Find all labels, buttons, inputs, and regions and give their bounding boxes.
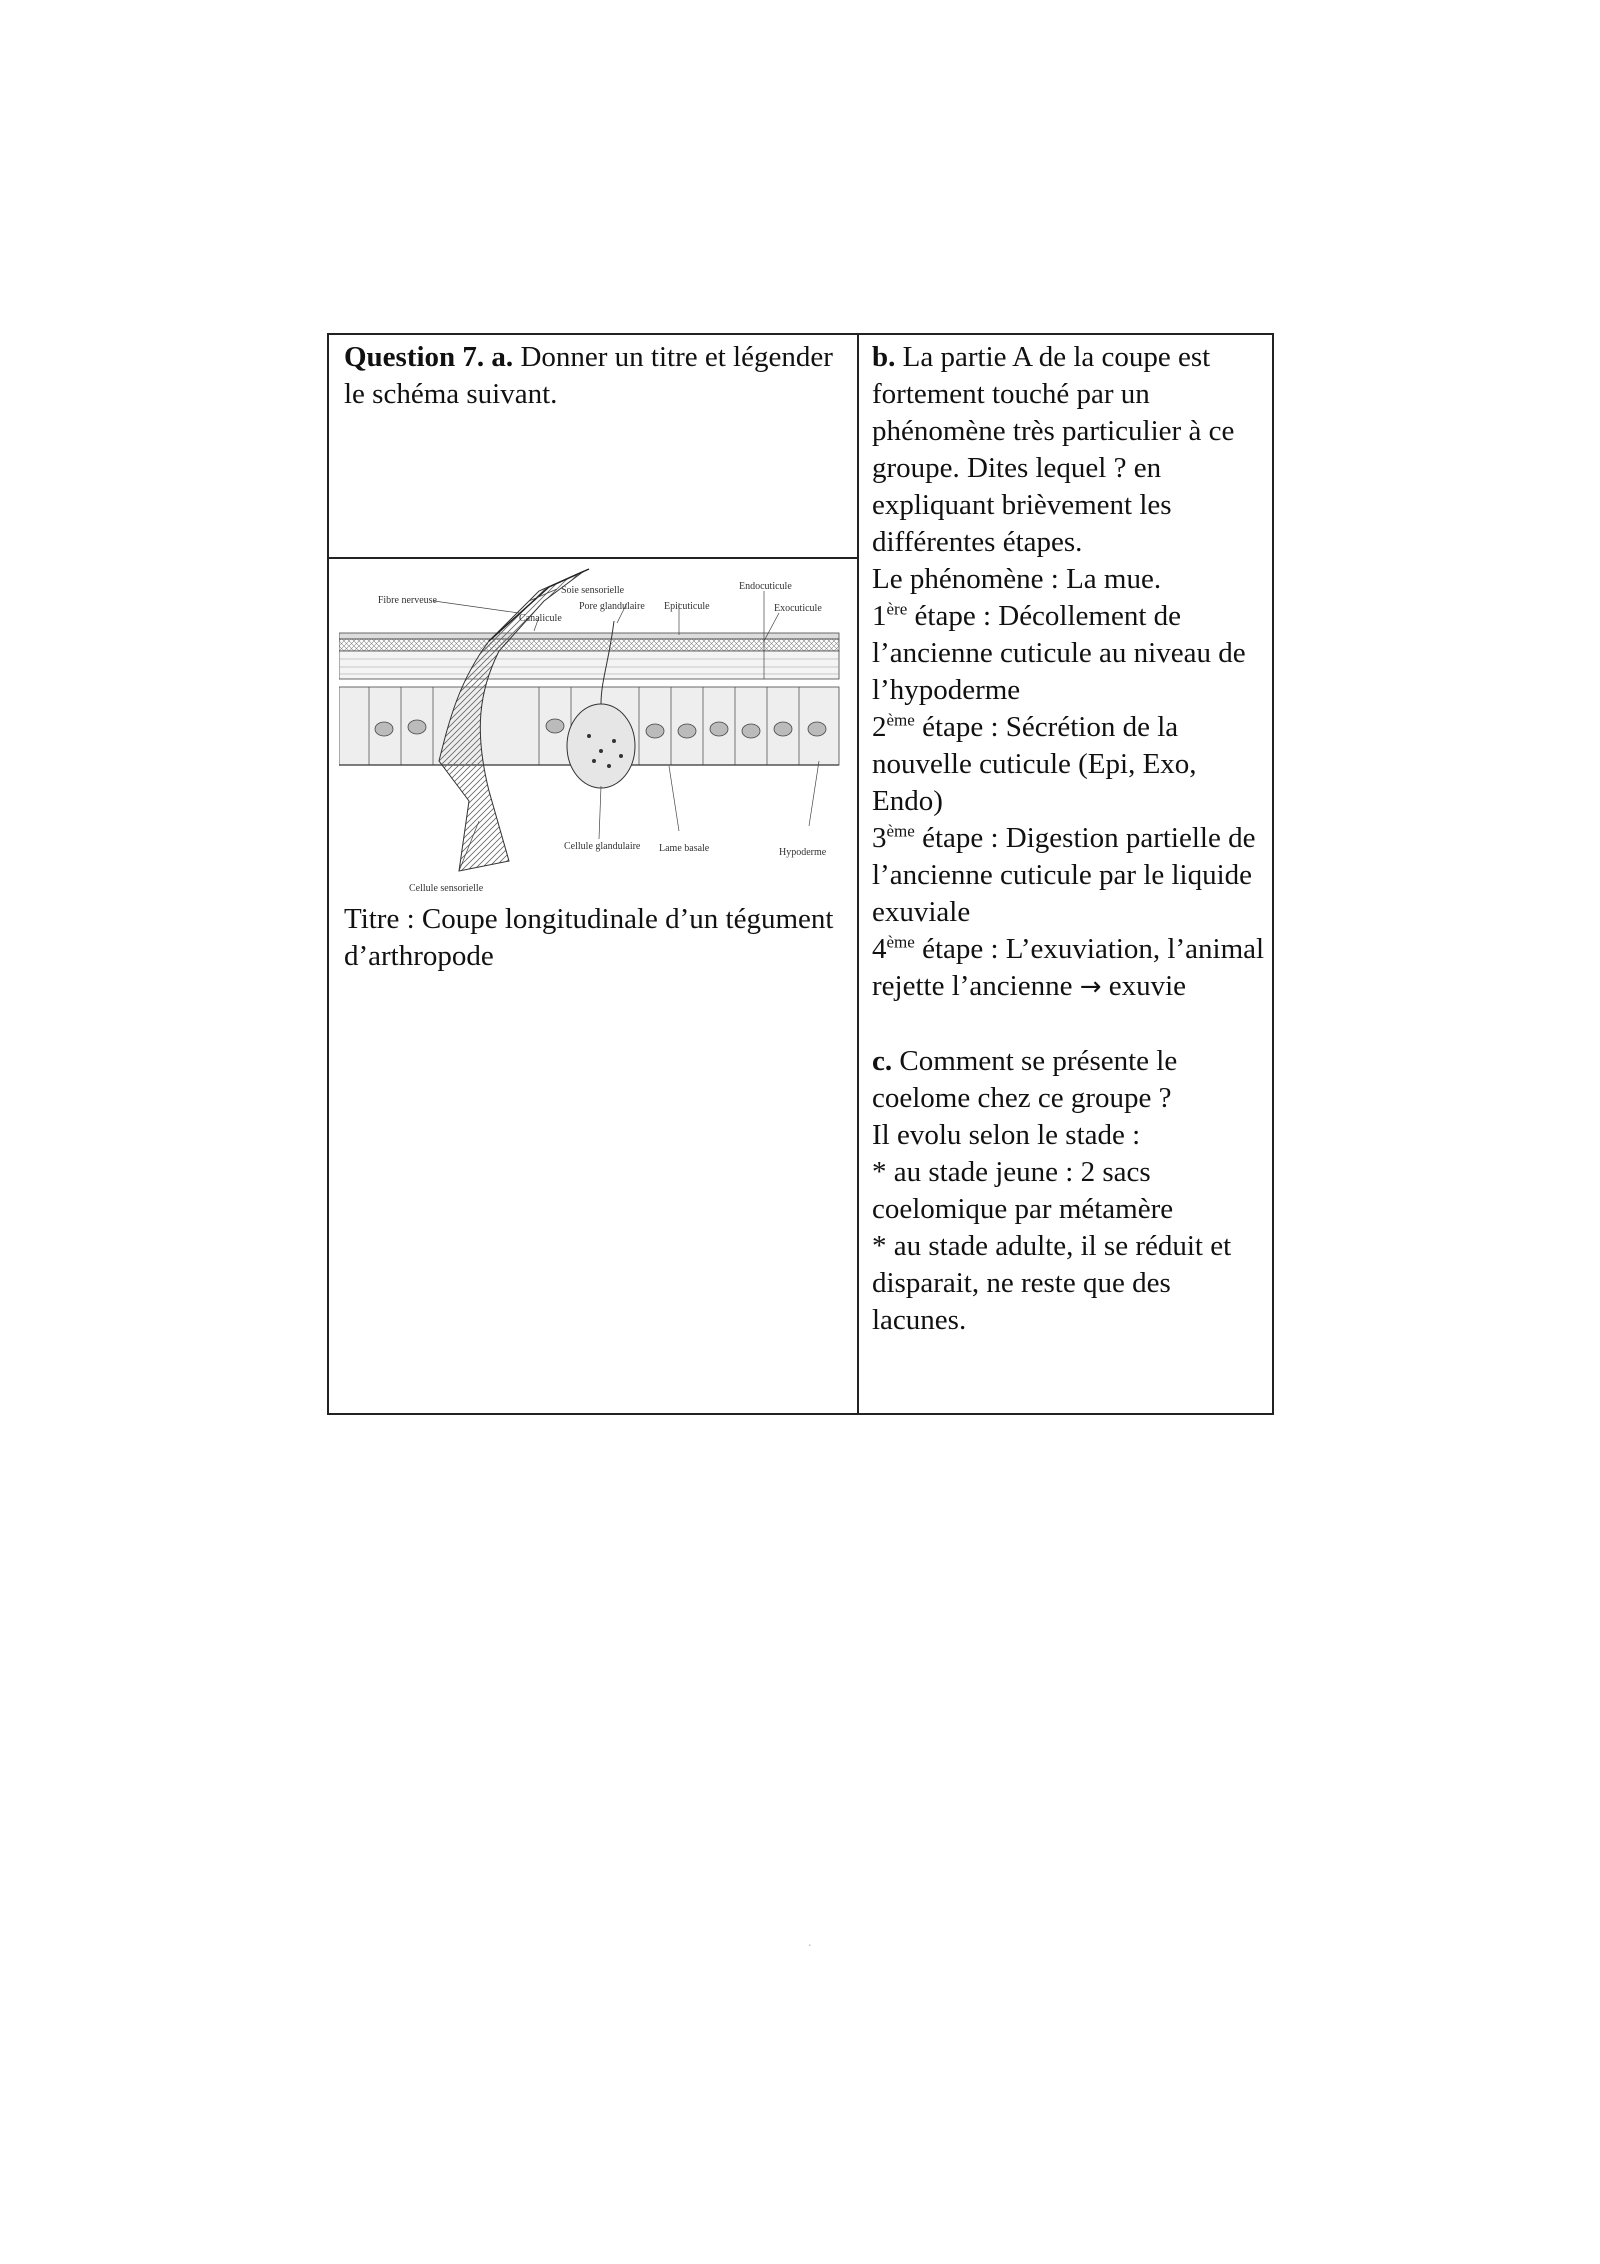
part-c-line-1: Il evolu selon le stade : xyxy=(872,1119,1141,1151)
part-c-label: c. xyxy=(872,1045,893,1077)
label-soie-sensorielle: Soie sensorielle xyxy=(561,585,625,596)
column-divider xyxy=(857,335,859,1413)
label-cellule-sensorielle: Cellule sensorielle xyxy=(409,883,484,894)
step-2: 2ème étape : Sécrétion de la nouvelle cuticule (Epi, Exo, Endo) xyxy=(872,710,1197,817)
part-c-question-text: Comment se présente le coelome chez ce groupe ? xyxy=(872,1045,1178,1114)
question-heading: Question 7. a. xyxy=(344,341,514,373)
row-divider xyxy=(329,557,859,559)
part-c-line-2: * au stade jeune : 2 sacs coelomique par métamère xyxy=(872,1156,1174,1225)
part-c-question xyxy=(872,1043,1267,1117)
label-pore-glandulaire: Pore glandulaire xyxy=(579,601,645,612)
label-canalicule: Canalicule xyxy=(519,613,562,624)
part-b-question-text: La partie A de la coupe est fortement touché par un phénomène très particulier à ce groupe. Dites lequel ? en expliquant brièvement les différentes étapes. xyxy=(872,341,1235,558)
label-cellule-glandulaire: Cellule glandulaire xyxy=(564,841,641,852)
label-exocuticule: Exocuticule xyxy=(774,603,822,614)
question-7a xyxy=(344,339,849,413)
right-arrow-icon: → xyxy=(1079,972,1102,1002)
part-b-question xyxy=(872,339,1267,561)
question-text: Donner un titre et légender le schéma suivant. xyxy=(344,341,833,410)
answer-column xyxy=(872,339,1267,1339)
label-fibre-nerveuse: Fibre nerveuse xyxy=(377,595,437,606)
phenomene: Le phénomène : La mue. xyxy=(872,563,1162,595)
question-table xyxy=(327,333,1274,1415)
label-epicuticule: Epicuticule xyxy=(664,601,710,612)
part-b-label: b. xyxy=(872,341,896,373)
part-c-line-3: * au stade adulte, il se réduit et disparait, ne reste que des lacunes. xyxy=(872,1230,1232,1336)
step-1: 1ère étape : Décollement de l’ancienne cuticule au niveau de l’hypoderme xyxy=(872,599,1246,706)
label-endocuticule: Endocuticule xyxy=(739,581,792,592)
tegument-diagram xyxy=(339,561,849,901)
label-hypoderme: Hypoderme xyxy=(779,847,827,858)
tegument-diagram-svg xyxy=(339,561,849,901)
gland-cell xyxy=(567,704,635,788)
step-3: 3ème étape : Digestion partielle de l’ancienne cuticule par le liquide exuviale xyxy=(872,821,1256,928)
step-4: 4ème étape : L’exuviation, l’animal rejette l’ancienne → exuvie xyxy=(872,932,1265,1002)
label-lame-basale: Lame basale xyxy=(659,843,710,854)
diagram-title: Titre : Coupe longitudinale d’un tégument d’arthropode xyxy=(344,903,834,972)
stray-mark: . xyxy=(808,1935,812,1950)
